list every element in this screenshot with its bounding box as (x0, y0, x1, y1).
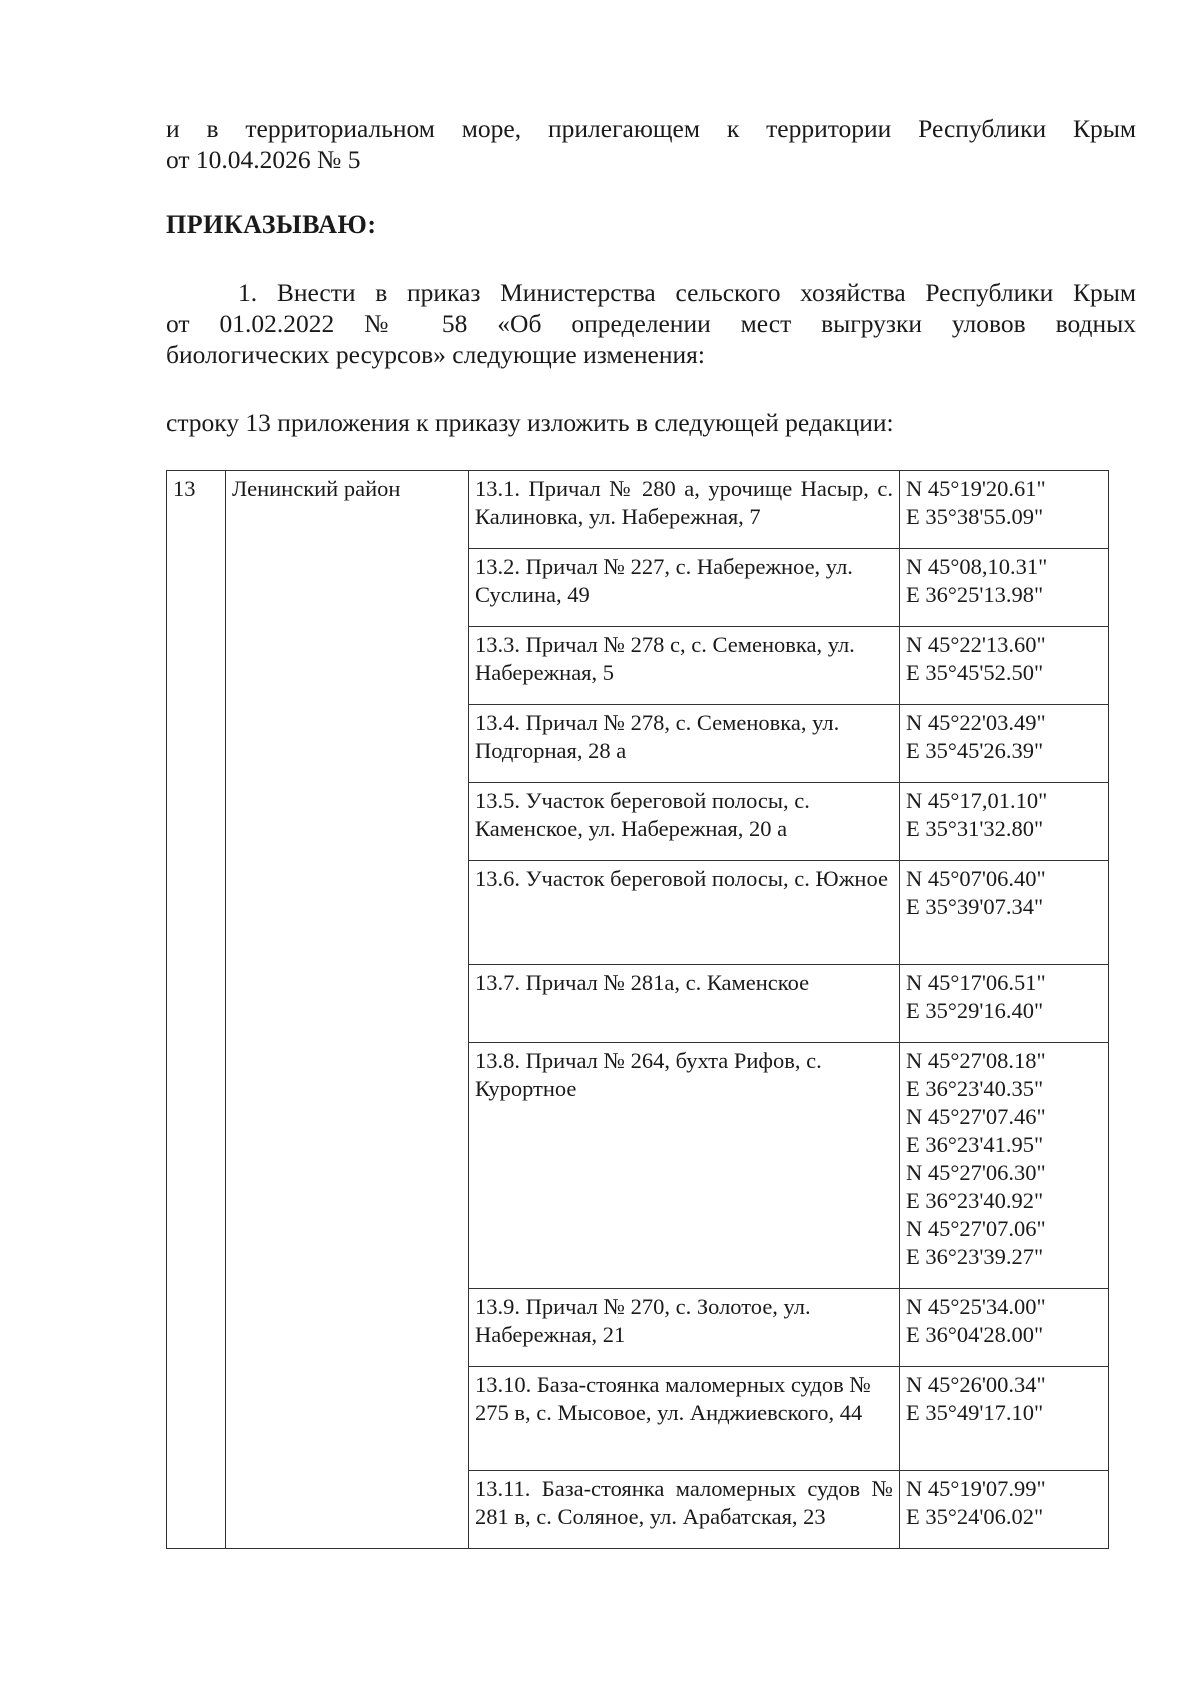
point-1-line-2: от 01.02.2022 № 58 «Об определении мест выгрузки уловов водных (166, 309, 1136, 338)
coordinates-cell (900, 549, 1109, 627)
coordinates-cell (900, 471, 1109, 549)
coordinate-value: E 35°24'06.02" (906, 1504, 1044, 1529)
coordinates-cell (900, 965, 1109, 1043)
coordinates-cell (900, 783, 1109, 861)
coordinate-value: E 36°23'39.27" (906, 1244, 1044, 1269)
coordinate-value: E 35°45'52.50" (906, 660, 1044, 685)
coordinate-value: E 35°49'17.10" (906, 1400, 1044, 1425)
coordinate-value: N 45°22'13.60" (906, 632, 1046, 657)
coordinate-value: N 45°27'08.18" (906, 1048, 1046, 1073)
coordinates-cell (900, 627, 1109, 705)
landing-place-cell: 13.11. База-стоянка маломерных судов № 281 в, с. Соляное, ул. Арабатская, 23 (469, 1471, 900, 1549)
point-1-line-3: биологических ресурсов» следующие изменения: (166, 340, 705, 369)
landing-place-cell: 13.7. Причал № 281а, с. Каменское (469, 965, 900, 1043)
landing-place-cell: 13.8. Причал № 264, бухта Рифов, с. Курортное (469, 1043, 900, 1289)
row-number-cell: 13 (167, 471, 226, 1549)
coordinate-value: E 35°45'26.39" (906, 738, 1044, 763)
coordinate-value: E 35°31'32.80" (906, 816, 1044, 841)
coordinate-value: N 45°27'06.30" (906, 1160, 1046, 1185)
coordinates-cell (900, 1043, 1109, 1289)
coordinate-value: E 35°39'07.34" (906, 894, 1044, 919)
coordinate-value: E 36°23'41.95" (906, 1132, 1044, 1157)
landing-place-cell: 13.3. Причал № 278 с, с. Семеновка, ул. Набережная, 5 (469, 627, 900, 705)
coordinate-value: N 45°22'03.49" (906, 710, 1046, 735)
intro-line-2: от 10.04.2026 № 5 (166, 145, 361, 174)
point-1-line-1: 1. Внести в приказ Министерства сельского хозяйства Республики Крым (238, 278, 1136, 307)
coordinates-cell (900, 705, 1109, 783)
line-13-instruction: строку 13 приложения к приказу изложить в следующей редакции: (166, 408, 894, 437)
coordinate-value: N 45°25'34.00" (906, 1294, 1046, 1319)
landing-sites-table (166, 470, 1109, 1549)
coordinate-value: N 45°07'06.40" (906, 866, 1046, 891)
coordinate-value: E 35°29'16.40" (906, 998, 1044, 1023)
landing-sites-table-body (167, 471, 1109, 1549)
intro-line-1: и в территориальном море, прилегающем к территории Республики Крым (166, 114, 1136, 143)
coordinate-value: E 35°38'55.09" (906, 504, 1044, 529)
landing-place-cell: 13.10. База-стоянка маломерных судов № 275 в, с. Мысовое, ул. Анджиевского, 44 (469, 1367, 900, 1471)
coordinate-value: N 45°19'07.99" (906, 1476, 1046, 1501)
coordinate-value: N 45°17'06.51" (906, 970, 1046, 995)
coordinates-cell (900, 1471, 1109, 1549)
intro-paragraph (166, 113, 1136, 175)
coordinate-value: E 36°25'13.98" (906, 582, 1044, 607)
landing-place-cell: 13.9. Причал № 270, с. Золотое, ул. Набережная, 21 (469, 1289, 900, 1367)
coordinate-value: N 45°27'07.46" (906, 1104, 1046, 1129)
coordinate-value: N 45°27'07.06" (906, 1216, 1046, 1241)
coordinate-value: E 36°04'28.00" (906, 1322, 1044, 1347)
point-1-paragraph (166, 277, 1136, 370)
district-cell: Ленинский район (226, 471, 469, 1549)
landing-place-cell: 13.2. Причал № 227, с. Набережное, ул. Суслина, 49 (469, 549, 900, 627)
coordinate-value: N 45°26'00.34" (906, 1372, 1046, 1397)
coordinate-value: E 36°23'40.92" (906, 1188, 1044, 1213)
coordinate-value: N 45°17,01.10" (906, 788, 1048, 813)
landing-place-cell: 13.4. Причал № 278, с. Семеновка, ул. Подгорная, 28 а (469, 705, 900, 783)
coordinates-cell (900, 861, 1109, 965)
landing-place-cell: 13.5. Участок береговой полосы, с. Каменское, ул. Набережная, 20 а (469, 783, 900, 861)
table-row (167, 471, 1109, 549)
coordinate-value: N 45°19'20.61" (906, 476, 1046, 501)
landing-place-cell: 13.6. Участок береговой полосы, с. Южное (469, 861, 900, 965)
order-heading: ПРИКАЗЫВАЮ: (166, 210, 377, 239)
coordinates-cell (900, 1367, 1109, 1471)
coordinate-value: E 36°23'40.35" (906, 1076, 1044, 1101)
coordinate-value: N 45°08,10.31" (906, 554, 1048, 579)
coordinates-cell (900, 1289, 1109, 1367)
landing-place-cell: 13.1. Причал № 280 а, урочище Насыр, с. Калиновка, ул. Набережная, 7 (469, 471, 900, 549)
